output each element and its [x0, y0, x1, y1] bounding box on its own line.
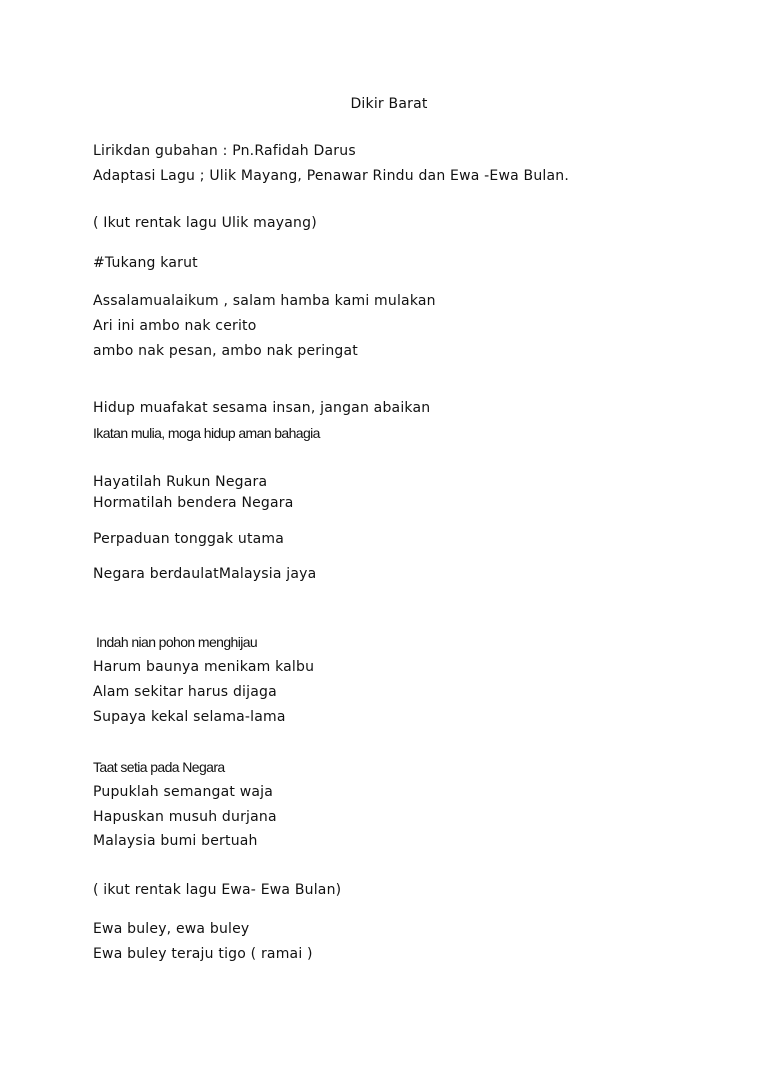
performer-role: #Tukang karut	[93, 255, 198, 271]
rhythm-note-ulik-mayang: ( Ikut rentak lagu Ulik mayang)	[93, 215, 317, 231]
lyric-line: Hapuskan musuh durjana	[93, 809, 277, 825]
lyric-line: Indah nian pohon menghijau	[96, 634, 258, 650]
lyric-line: Ikatan mulia, moga hidup aman bahagia	[93, 425, 320, 441]
lyric-line: Assalamualaikum , salam hamba kami mulakan	[93, 293, 436, 309]
lyric-line: Pupuklah semangat waja	[93, 784, 274, 800]
lyric-line: ambo nak pesan, ambo nak peringat	[93, 343, 358, 359]
lyric-line: Negara berdaulatMalaysia jaya	[93, 566, 317, 582]
lyric-line: Hidup muafakat sesama insan, jangan abaikan	[93, 400, 431, 416]
rhythm-note-ewa-ewa-bulan: ( ikut rentak lagu Ewa- Ewa Bulan)	[93, 882, 342, 898]
lyric-line: Supaya kekal selama-lama	[93, 709, 286, 725]
lyric-line: Perpaduan tonggak utama	[93, 531, 285, 547]
lyric-line: Ari ini ambo nak cerito	[93, 318, 257, 334]
lyrics-credit: Lirikdan gubahan : Pn.Rafidah Darus	[93, 143, 356, 159]
lyric-line: Ewa buley, ewa buley	[93, 921, 250, 937]
lyric-line: Harum baunya menikam kalbu	[93, 659, 315, 675]
lyric-line: Malaysia bumi bertuah	[93, 833, 258, 849]
lyric-line: Hayatilah Rukun Negara	[93, 474, 268, 490]
lyric-line: Ewa buley teraju tigo ( ramai )	[93, 946, 313, 962]
lyric-line: Alam sekitar harus dijaga	[93, 684, 277, 700]
lyric-line: Taat setia pada Negara	[93, 759, 225, 775]
adaptation-credit: Adaptasi Lagu ; Ulik Mayang, Penawar Rindu dan Ewa -Ewa Bulan.	[93, 168, 570, 184]
lyric-line: Hormatilah bendera Negara	[93, 495, 294, 511]
page-title: Dikir Barat	[350, 96, 428, 112]
